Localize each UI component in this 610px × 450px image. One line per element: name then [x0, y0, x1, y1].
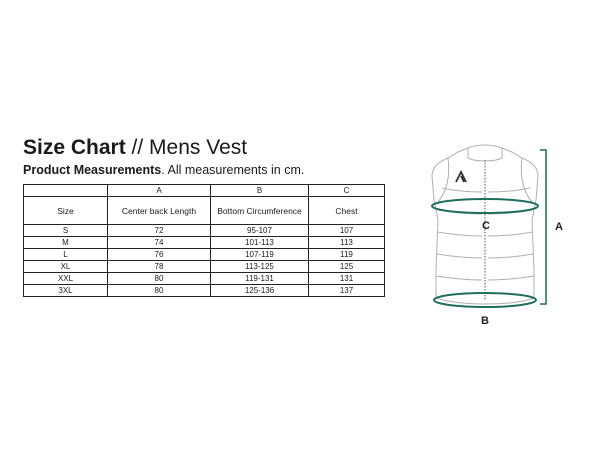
label-b: B [481, 315, 489, 327]
label-a: A [555, 221, 563, 233]
brand-logo-icon [456, 172, 466, 182]
letter-cell: C [309, 185, 385, 197]
table-cell: 119 [309, 249, 385, 261]
table-row [24, 261, 385, 273]
table-cell: 78 [108, 261, 211, 273]
letter-cell: B [211, 185, 309, 197]
table-cell: 101-113 [211, 237, 309, 249]
table-cell: 119-131 [211, 273, 309, 285]
vest-collar [468, 145, 502, 161]
table-row [24, 273, 385, 285]
table-cell: 80 [108, 285, 211, 297]
table-row [24, 237, 385, 249]
header-cell: Size [24, 197, 108, 225]
title-separator: // [125, 136, 150, 159]
length-measure-bracket [540, 150, 546, 304]
header-cell: Bottom Circumference [211, 197, 309, 225]
label-c: C [482, 220, 490, 232]
table-cell: XL [24, 261, 108, 273]
letter-cell [24, 185, 108, 197]
table-cell: 3XL [24, 285, 108, 297]
table-row [24, 249, 385, 261]
table-cell: 131 [309, 273, 385, 285]
table-cell: 95-107 [211, 225, 309, 237]
table-cell: XXL [24, 273, 108, 285]
size-table [23, 184, 385, 297]
subtitle-rest: . All measurements in cm. [161, 163, 305, 177]
header-row [24, 197, 385, 225]
table-row [24, 225, 385, 237]
table-cell: 125 [309, 261, 385, 273]
table-cell: 125-136 [211, 285, 309, 297]
vest-armhole-right [521, 158, 532, 202]
table-cell: 76 [108, 249, 211, 261]
table-cell: 80 [108, 273, 211, 285]
letter-cell: A [108, 185, 211, 197]
table-cell: 113-125 [211, 261, 309, 273]
table-cell: 72 [108, 225, 211, 237]
vest-armhole-left [438, 158, 449, 202]
table-cell: S [24, 225, 108, 237]
page-title [23, 135, 247, 161]
vest-diagram [420, 140, 580, 335]
title-product: Mens Vest [149, 136, 248, 159]
table-row [24, 285, 385, 297]
table-cell: M [24, 237, 108, 249]
subtitle [23, 163, 304, 177]
header-cell: Center back Length [108, 197, 211, 225]
letter-row [24, 185, 385, 197]
table-cell: 113 [309, 237, 385, 249]
subtitle-bold: Product Measurements [23, 163, 162, 177]
table-cell: L [24, 249, 108, 261]
header-cell: Chest [309, 197, 385, 225]
table-cell: 74 [108, 237, 211, 249]
title-bold: Size Chart [23, 136, 126, 159]
table-cell: 137 [309, 285, 385, 297]
table-cell: 107-119 [211, 249, 309, 261]
table-cell: 107 [309, 225, 385, 237]
